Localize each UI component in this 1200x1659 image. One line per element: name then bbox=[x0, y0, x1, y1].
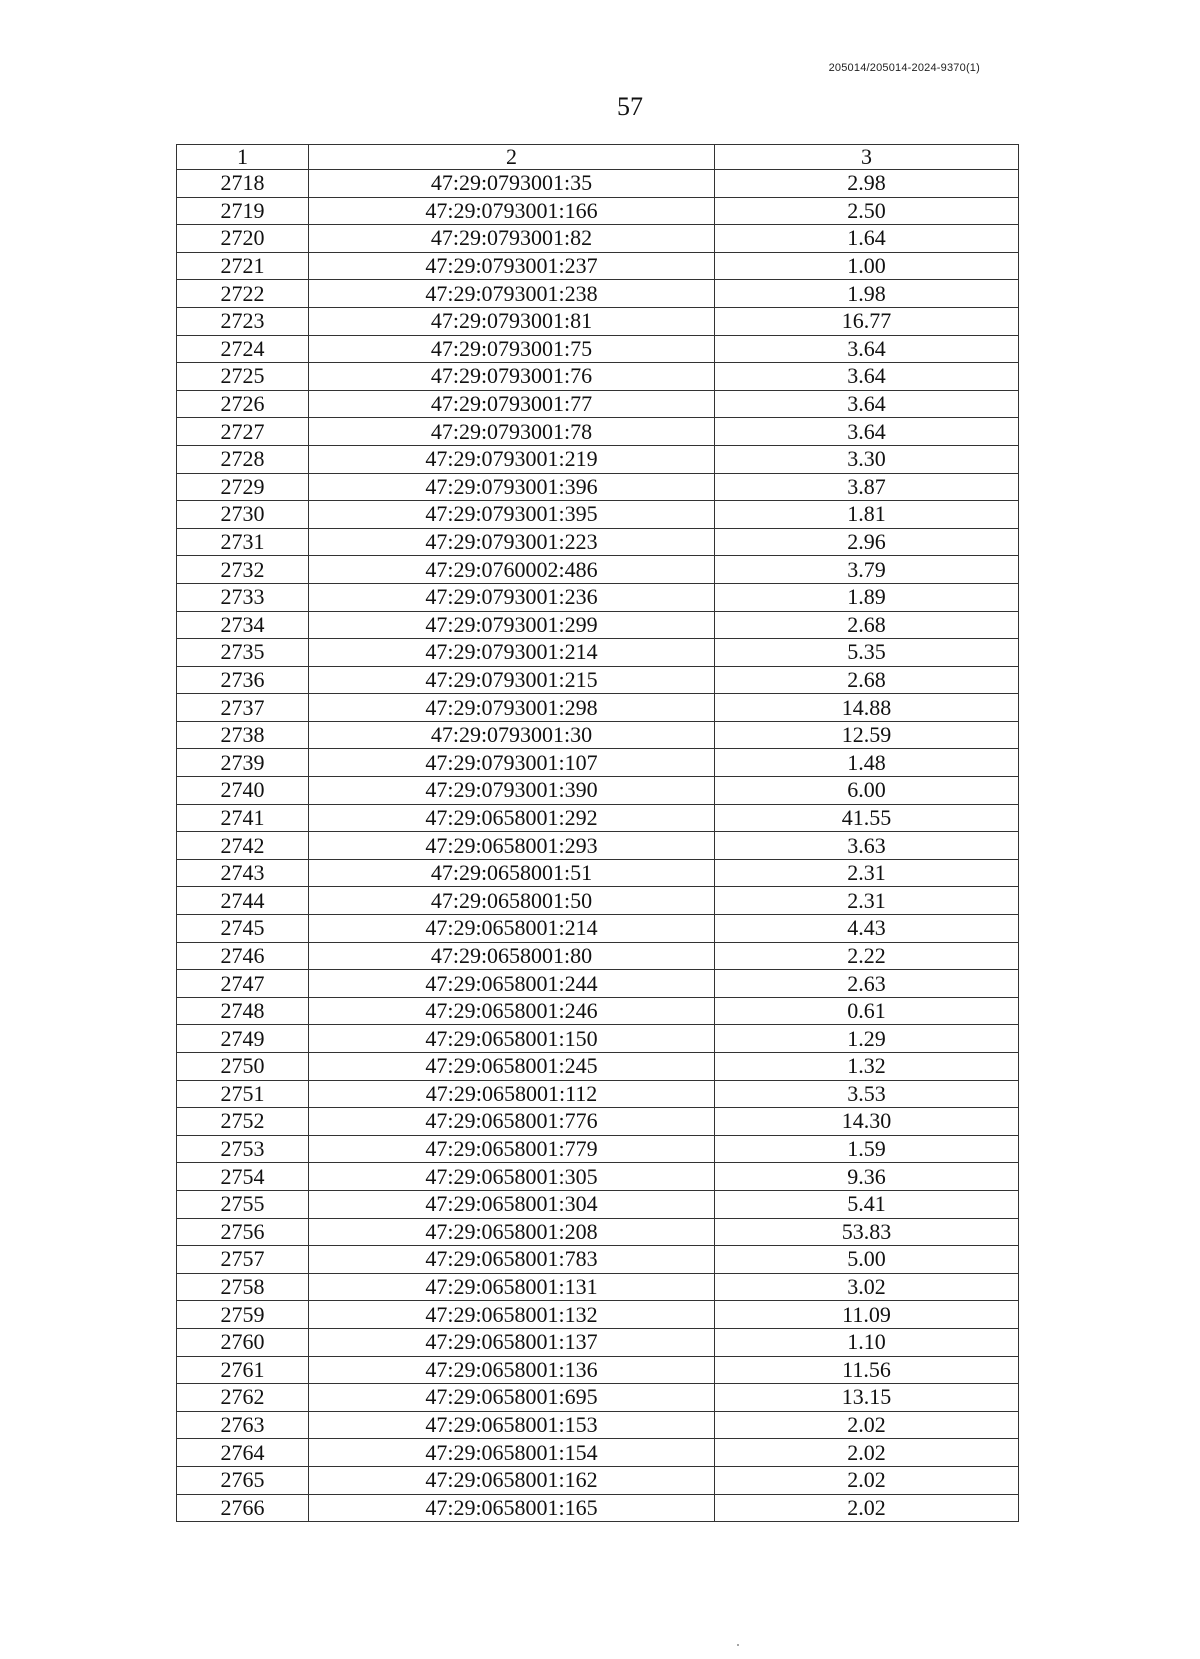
cadastral-number-cell: 47:29:0658001:153 bbox=[309, 1411, 715, 1439]
row-number-cell: 2718 bbox=[177, 170, 309, 198]
cadastral-number-cell: 47:29:0658001:779 bbox=[309, 1135, 715, 1163]
table-row bbox=[177, 997, 1019, 1025]
row-number-cell: 2755 bbox=[177, 1190, 309, 1218]
row-number-cell: 2738 bbox=[177, 721, 309, 749]
row-number-cell: 2719 bbox=[177, 197, 309, 225]
cadastral-number-cell: 47:29:0658001:695 bbox=[309, 1384, 715, 1412]
cadastral-number-cell: 47:29:0658001:245 bbox=[309, 1053, 715, 1081]
table-row bbox=[177, 225, 1019, 253]
row-number-cell: 2745 bbox=[177, 915, 309, 943]
row-number-cell: 2766 bbox=[177, 1494, 309, 1522]
area-value-cell: 2.31 bbox=[715, 887, 1019, 915]
table-row bbox=[177, 859, 1019, 887]
table-row bbox=[177, 1466, 1019, 1494]
area-value-cell: 3.30 bbox=[715, 445, 1019, 473]
row-number-cell: 2754 bbox=[177, 1163, 309, 1191]
cadastral-number-cell: 47:29:0793001:78 bbox=[309, 418, 715, 446]
area-value-cell: 1.32 bbox=[715, 1053, 1019, 1081]
cadastral-number-cell: 47:29:0793001:390 bbox=[309, 777, 715, 805]
table-row bbox=[177, 418, 1019, 446]
table-row bbox=[177, 445, 1019, 473]
area-value-cell: 2.63 bbox=[715, 970, 1019, 998]
table-row bbox=[177, 639, 1019, 667]
cadastral-number-cell: 47:29:0658001:132 bbox=[309, 1301, 715, 1329]
cadastral-number-cell: 47:29:0793001:214 bbox=[309, 639, 715, 667]
cadastral-number-cell: 47:29:0658001:80 bbox=[309, 942, 715, 970]
table-row bbox=[177, 887, 1019, 915]
row-number-cell: 2742 bbox=[177, 832, 309, 860]
row-number-cell: 2763 bbox=[177, 1411, 309, 1439]
table-row bbox=[177, 804, 1019, 832]
row-number-cell: 2735 bbox=[177, 639, 309, 667]
area-value-cell: 1.98 bbox=[715, 280, 1019, 308]
table-row bbox=[177, 694, 1019, 722]
cadastral-number-cell: 47:29:0793001:35 bbox=[309, 170, 715, 198]
row-number-cell: 2760 bbox=[177, 1328, 309, 1356]
row-number-cell: 2732 bbox=[177, 556, 309, 584]
table-row bbox=[177, 1356, 1019, 1384]
cadastral-number-cell: 47:29:0760002:486 bbox=[309, 556, 715, 584]
area-value-cell: 3.64 bbox=[715, 390, 1019, 418]
area-value-cell: 2.98 bbox=[715, 170, 1019, 198]
table-row bbox=[177, 1053, 1019, 1081]
cadastral-number-cell: 47:29:0658001:304 bbox=[309, 1190, 715, 1218]
table-row bbox=[177, 583, 1019, 611]
table-row bbox=[177, 1246, 1019, 1274]
row-number-cell: 2728 bbox=[177, 445, 309, 473]
area-value-cell: 3.87 bbox=[715, 473, 1019, 501]
row-number-cell: 2734 bbox=[177, 611, 309, 639]
row-number-cell: 2741 bbox=[177, 804, 309, 832]
row-number-cell: 2749 bbox=[177, 1025, 309, 1053]
area-value-cell: 41.55 bbox=[715, 804, 1019, 832]
area-value-cell: 2.02 bbox=[715, 1439, 1019, 1467]
row-number-cell: 2752 bbox=[177, 1108, 309, 1136]
table-row bbox=[177, 335, 1019, 363]
cadastral-number-cell: 47:29:0658001:165 bbox=[309, 1494, 715, 1522]
cadastral-number-cell: 47:29:0658001:783 bbox=[309, 1246, 715, 1274]
cadastral-number-cell: 47:29:0658001:208 bbox=[309, 1218, 715, 1246]
area-value-cell: 2.02 bbox=[715, 1494, 1019, 1522]
table-row bbox=[177, 473, 1019, 501]
table-row bbox=[177, 942, 1019, 970]
page-number: 57 bbox=[617, 92, 643, 121]
cadastral-number-cell: 47:29:0793001:238 bbox=[309, 280, 715, 308]
area-value-cell: 11.56 bbox=[715, 1356, 1019, 1384]
table-row bbox=[177, 1494, 1019, 1522]
area-value-cell: 1.48 bbox=[715, 749, 1019, 777]
area-value-cell: 3.64 bbox=[715, 335, 1019, 363]
table-row bbox=[177, 611, 1019, 639]
area-value-cell: 53.83 bbox=[715, 1218, 1019, 1246]
area-value-cell: 2.31 bbox=[715, 859, 1019, 887]
area-value-cell: 2.68 bbox=[715, 666, 1019, 694]
row-number-cell: 2750 bbox=[177, 1053, 309, 1081]
area-value-cell: 2.50 bbox=[715, 197, 1019, 225]
area-value-cell: 12.59 bbox=[715, 721, 1019, 749]
table-row bbox=[177, 915, 1019, 943]
table-row bbox=[177, 721, 1019, 749]
area-value-cell: 1.00 bbox=[715, 252, 1019, 280]
table-row bbox=[177, 1080, 1019, 1108]
cadastral-number-cell: 47:29:0793001:82 bbox=[309, 225, 715, 253]
area-value-cell: 3.63 bbox=[715, 832, 1019, 860]
cadastral-number-cell: 47:29:0793001:76 bbox=[309, 363, 715, 391]
area-value-cell: 2.02 bbox=[715, 1466, 1019, 1494]
area-value-cell: 2.68 bbox=[715, 611, 1019, 639]
row-number-cell: 2723 bbox=[177, 307, 309, 335]
cadastral-number-cell: 47:29:0658001:150 bbox=[309, 1025, 715, 1053]
table-body bbox=[177, 170, 1019, 1522]
cadastral-number-cell: 47:29:0658001:214 bbox=[309, 915, 715, 943]
row-number-cell: 2746 bbox=[177, 942, 309, 970]
row-number-cell: 2727 bbox=[177, 418, 309, 446]
table-row bbox=[177, 777, 1019, 805]
column-header: 3 bbox=[715, 145, 1019, 170]
area-value-cell: 3.79 bbox=[715, 556, 1019, 584]
area-value-cell: 1.81 bbox=[715, 501, 1019, 529]
table-row bbox=[177, 1163, 1019, 1191]
data-table bbox=[176, 144, 1019, 1522]
row-number-cell: 2756 bbox=[177, 1218, 309, 1246]
area-value-cell: 6.00 bbox=[715, 777, 1019, 805]
area-value-cell: 2.96 bbox=[715, 528, 1019, 556]
cadastral-number-cell: 47:29:0793001:223 bbox=[309, 528, 715, 556]
row-number-cell: 2731 bbox=[177, 528, 309, 556]
area-value-cell: 13.15 bbox=[715, 1384, 1019, 1412]
cadastral-number-cell: 47:29:0793001:30 bbox=[309, 721, 715, 749]
column-header: 1 bbox=[177, 145, 309, 170]
table-row bbox=[177, 1439, 1019, 1467]
cadastral-number-cell: 47:29:0658001:136 bbox=[309, 1356, 715, 1384]
table-row bbox=[177, 832, 1019, 860]
row-number-cell: 2747 bbox=[177, 970, 309, 998]
table-row bbox=[177, 1190, 1019, 1218]
cadastral-number-cell: 47:29:0793001:395 bbox=[309, 501, 715, 529]
row-number-cell: 2725 bbox=[177, 363, 309, 391]
table-row bbox=[177, 501, 1019, 529]
area-value-cell: 3.53 bbox=[715, 1080, 1019, 1108]
area-value-cell: 0.61 bbox=[715, 997, 1019, 1025]
table-header-row bbox=[177, 145, 1019, 170]
cadastral-number-cell: 47:29:0658001:244 bbox=[309, 970, 715, 998]
table-row bbox=[177, 1218, 1019, 1246]
row-number-cell: 2762 bbox=[177, 1384, 309, 1412]
table-row bbox=[177, 1025, 1019, 1053]
area-value-cell: 5.00 bbox=[715, 1246, 1019, 1274]
table-row bbox=[177, 1273, 1019, 1301]
table-row bbox=[177, 390, 1019, 418]
area-value-cell: 4.43 bbox=[715, 915, 1019, 943]
row-number-cell: 2753 bbox=[177, 1135, 309, 1163]
table-row bbox=[177, 1108, 1019, 1136]
area-value-cell: 1.64 bbox=[715, 225, 1019, 253]
cadastral-number-cell: 47:29:0658001:162 bbox=[309, 1466, 715, 1494]
row-number-cell: 2758 bbox=[177, 1273, 309, 1301]
document-id: 205014/205014-2024-9370(1) bbox=[828, 62, 980, 74]
cadastral-number-cell: 47:29:0658001:112 bbox=[309, 1080, 715, 1108]
area-value-cell: 3.64 bbox=[715, 418, 1019, 446]
area-value-cell: 1.89 bbox=[715, 583, 1019, 611]
table-row bbox=[177, 749, 1019, 777]
cadastral-number-cell: 47:29:0793001:237 bbox=[309, 252, 715, 280]
row-number-cell: 2757 bbox=[177, 1246, 309, 1274]
row-number-cell: 2739 bbox=[177, 749, 309, 777]
cadastral-number-cell: 47:29:0658001:51 bbox=[309, 859, 715, 887]
row-number-cell: 2733 bbox=[177, 583, 309, 611]
column-header: 2 bbox=[309, 145, 715, 170]
area-value-cell: 14.30 bbox=[715, 1108, 1019, 1136]
area-value-cell: 5.35 bbox=[715, 639, 1019, 667]
cadastral-number-cell: 47:29:0658001:246 bbox=[309, 997, 715, 1025]
row-number-cell: 2729 bbox=[177, 473, 309, 501]
table-row bbox=[177, 528, 1019, 556]
row-number-cell: 2736 bbox=[177, 666, 309, 694]
cadastral-number-cell: 47:29:0793001:236 bbox=[309, 583, 715, 611]
area-value-cell: 5.41 bbox=[715, 1190, 1019, 1218]
area-value-cell: 2.02 bbox=[715, 1411, 1019, 1439]
area-value-cell: 1.10 bbox=[715, 1328, 1019, 1356]
table-row bbox=[177, 307, 1019, 335]
row-number-cell: 2765 bbox=[177, 1466, 309, 1494]
row-number-cell: 2759 bbox=[177, 1301, 309, 1329]
area-value-cell: 1.29 bbox=[715, 1025, 1019, 1053]
row-number-cell: 2748 bbox=[177, 997, 309, 1025]
cadastral-number-cell: 47:29:0658001:292 bbox=[309, 804, 715, 832]
row-number-cell: 2720 bbox=[177, 225, 309, 253]
area-value-cell: 3.02 bbox=[715, 1273, 1019, 1301]
area-value-cell: 16.77 bbox=[715, 307, 1019, 335]
cadastral-number-cell: 47:29:0793001:107 bbox=[309, 749, 715, 777]
area-value-cell: 9.36 bbox=[715, 1163, 1019, 1191]
table-row bbox=[177, 252, 1019, 280]
row-number-cell: 2744 bbox=[177, 887, 309, 915]
row-number-cell: 2740 bbox=[177, 777, 309, 805]
area-value-cell: 11.09 bbox=[715, 1301, 1019, 1329]
row-number-cell: 2724 bbox=[177, 335, 309, 363]
table-row bbox=[177, 280, 1019, 308]
area-value-cell: 2.22 bbox=[715, 942, 1019, 970]
row-number-cell: 2743 bbox=[177, 859, 309, 887]
table-row bbox=[177, 666, 1019, 694]
row-number-cell: 2761 bbox=[177, 1356, 309, 1384]
cadastral-number-cell: 47:29:0793001:215 bbox=[309, 666, 715, 694]
cadastral-number-cell: 47:29:0793001:166 bbox=[309, 197, 715, 225]
table-row bbox=[177, 556, 1019, 584]
row-number-cell: 2721 bbox=[177, 252, 309, 280]
table-row bbox=[177, 1411, 1019, 1439]
area-value-cell: 1.59 bbox=[715, 1135, 1019, 1163]
table-row bbox=[177, 197, 1019, 225]
table-row bbox=[177, 1328, 1019, 1356]
cadastral-number-cell: 47:29:0793001:298 bbox=[309, 694, 715, 722]
cadastral-number-cell: 47:29:0793001:299 bbox=[309, 611, 715, 639]
cadastral-number-cell: 47:29:0658001:293 bbox=[309, 832, 715, 860]
table-row bbox=[177, 363, 1019, 391]
cadastral-number-cell: 47:29:0793001:219 bbox=[309, 445, 715, 473]
table-row bbox=[177, 1301, 1019, 1329]
cadastral-number-cell: 47:29:0793001:75 bbox=[309, 335, 715, 363]
row-number-cell: 2751 bbox=[177, 1080, 309, 1108]
row-number-cell: 2764 bbox=[177, 1439, 309, 1467]
scan-speck bbox=[737, 1644, 739, 1646]
row-number-cell: 2722 bbox=[177, 280, 309, 308]
row-number-cell: 2737 bbox=[177, 694, 309, 722]
cadastral-number-cell: 47:29:0793001:396 bbox=[309, 473, 715, 501]
table-row bbox=[177, 1135, 1019, 1163]
cadastral-number-cell: 47:29:0658001:776 bbox=[309, 1108, 715, 1136]
table-row bbox=[177, 970, 1019, 998]
cadastral-number-cell: 47:29:0658001:154 bbox=[309, 1439, 715, 1467]
table-row bbox=[177, 1384, 1019, 1412]
area-value-cell: 3.64 bbox=[715, 363, 1019, 391]
row-number-cell: 2730 bbox=[177, 501, 309, 529]
cadastral-number-cell: 47:29:0658001:137 bbox=[309, 1328, 715, 1356]
cadastral-number-cell: 47:29:0793001:81 bbox=[309, 307, 715, 335]
cadastral-number-cell: 47:29:0658001:131 bbox=[309, 1273, 715, 1301]
cadastral-number-cell: 47:29:0658001:305 bbox=[309, 1163, 715, 1191]
table-row bbox=[177, 170, 1019, 198]
cadastral-number-cell: 47:29:0793001:77 bbox=[309, 390, 715, 418]
row-number-cell: 2726 bbox=[177, 390, 309, 418]
cadastral-number-cell: 47:29:0658001:50 bbox=[309, 887, 715, 915]
area-value-cell: 14.88 bbox=[715, 694, 1019, 722]
